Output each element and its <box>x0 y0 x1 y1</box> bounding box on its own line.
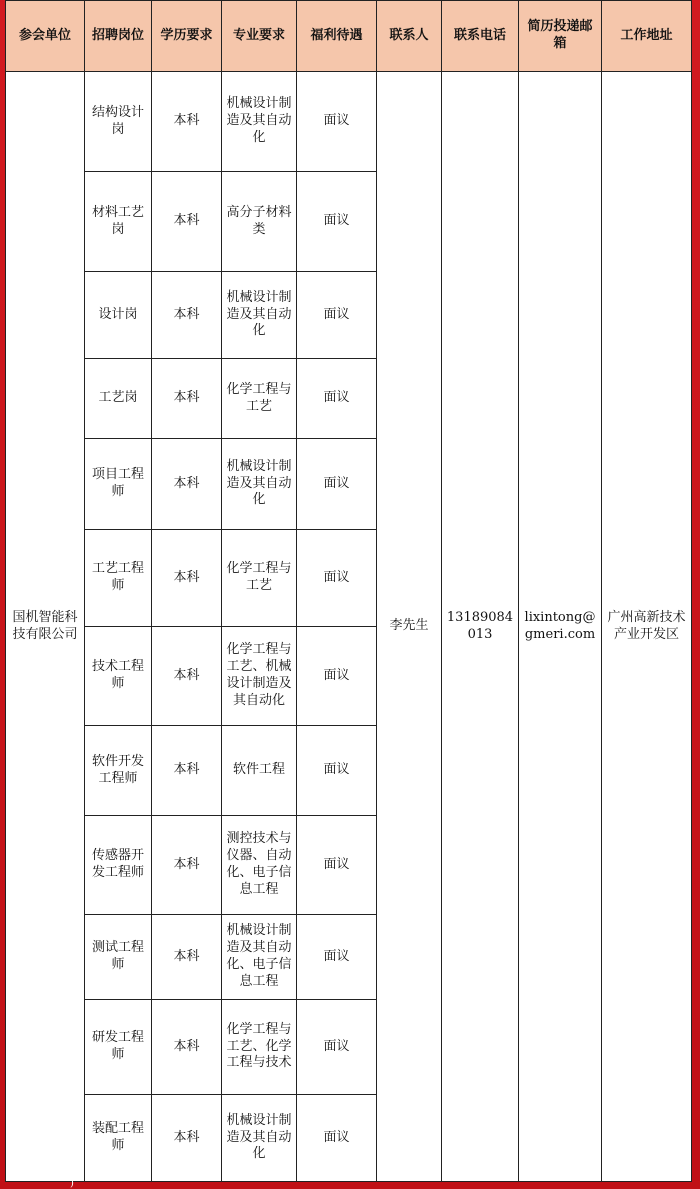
position-cell: 材料工艺岗 <box>85 172 152 272</box>
major-cell: 机械设计制造及其自动化 <box>222 72 297 172</box>
benefits-cell: 面议 <box>297 530 377 627</box>
benefits-cell: 面议 <box>297 915 377 1000</box>
major-cell: 化学工程与工艺 <box>222 359 297 439</box>
phone-cell: 13189084013 <box>442 72 519 1182</box>
position-cell: 工艺岗 <box>85 359 152 439</box>
education-cell: 本科 <box>152 1095 222 1182</box>
header-major: 专业要求 <box>222 1 297 72</box>
benefits-cell: 面议 <box>297 359 377 439</box>
major-cell: 机械设计制造及其自动化 <box>222 1095 297 1182</box>
benefits-cell: 面议 <box>297 72 377 172</box>
major-cell: 测控技术与仪器、自动化、电子信息工程 <box>222 816 297 915</box>
position-cell: 软件开发工程师 <box>85 726 152 816</box>
position-cell: 装配工程师 <box>85 1095 152 1182</box>
major-cell: 机械设计制造及其自动化 <box>222 439 297 530</box>
header-position: 招聘岗位 <box>85 1 152 72</box>
education-cell: 本科 <box>152 72 222 172</box>
benefits-cell: 面议 <box>297 272 377 359</box>
address-cell: 广州高新技术产业开发区 <box>602 72 692 1182</box>
education-cell: 本科 <box>152 816 222 915</box>
header-row <box>6 1 692 72</box>
email-cell: lixintong@gmeri.com <box>519 72 602 1182</box>
education-cell: 本科 <box>152 915 222 1000</box>
education-cell: 本科 <box>152 272 222 359</box>
education-cell: 本科 <box>152 172 222 272</box>
header-education: 学历要求 <box>152 1 222 72</box>
major-cell: 机械设计制造及其自动化、电子信息工程 <box>222 915 297 1000</box>
position-cell: 工艺工程师 <box>85 530 152 627</box>
company-cell: 国机智能科技有限公司 <box>6 72 85 1182</box>
edge-mark: ) <box>70 1178 74 1189</box>
education-cell: 本科 <box>152 439 222 530</box>
education-cell: 本科 <box>152 726 222 816</box>
education-cell: 本科 <box>152 627 222 726</box>
education-cell: 本科 <box>152 1000 222 1095</box>
table-body <box>6 72 692 1182</box>
position-cell: 技术工程师 <box>85 627 152 726</box>
header-benefits: 福利待遇 <box>297 1 377 72</box>
header-company: 参会单位 <box>6 1 85 72</box>
major-cell: 软件工程 <box>222 726 297 816</box>
benefits-cell: 面议 <box>297 1000 377 1095</box>
benefits-cell: 面议 <box>297 627 377 726</box>
education-cell: 本科 <box>152 530 222 627</box>
education-cell: 本科 <box>152 359 222 439</box>
position-cell: 研发工程师 <box>85 1000 152 1095</box>
position-cell: 结构设计岗 <box>85 72 152 172</box>
header-contact: 联系人 <box>377 1 442 72</box>
position-cell: 测试工程师 <box>85 915 152 1000</box>
benefits-cell: 面议 <box>297 726 377 816</box>
position-cell: 设计岗 <box>85 272 152 359</box>
major-cell: 机械设计制造及其自动化 <box>222 272 297 359</box>
recruitment-table <box>5 0 692 1182</box>
table-row <box>6 72 692 172</box>
benefits-cell: 面议 <box>297 172 377 272</box>
header-phone: 联系电话 <box>442 1 519 72</box>
benefits-cell: 面议 <box>297 816 377 915</box>
major-cell: 化学工程与工艺、化学工程与技术 <box>222 1000 297 1095</box>
benefits-cell: 面议 <box>297 1095 377 1182</box>
major-cell: 化学工程与工艺、机械设计制造及其自动化 <box>222 627 297 726</box>
position-cell: 传感器开发工程师 <box>85 816 152 915</box>
position-cell: 项目工程师 <box>85 439 152 530</box>
header-address: 工作地址 <box>602 1 692 72</box>
major-cell: 化学工程与工艺 <box>222 530 297 627</box>
major-cell: 高分子材料类 <box>222 172 297 272</box>
benefits-cell: 面议 <box>297 439 377 530</box>
contact-cell: 李先生 <box>377 72 442 1182</box>
header-email: 简历投递邮箱 <box>519 1 602 72</box>
